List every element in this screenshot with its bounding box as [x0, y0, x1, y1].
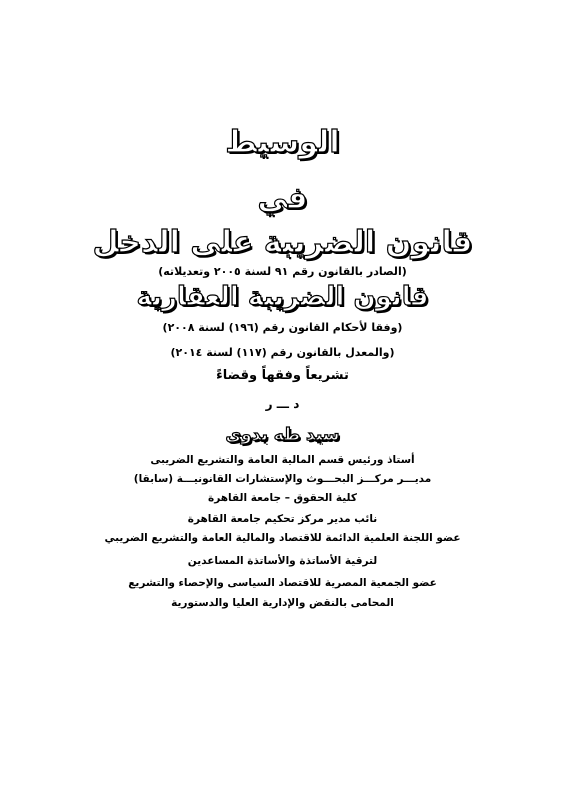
author-role: أستاذ ورئيس قسم المالية العامة والتشريع الضريبى: [150, 454, 415, 466]
author-role: كلية الحقوق – جامعة القاهرة: [208, 492, 357, 504]
author-degree-label: د ـــ ر: [265, 397, 300, 411]
author-role: عضو الجمعية المصرية للاقتصاد السياسى والإحصاء والتشريع: [128, 577, 437, 589]
author-role: المحامى بالنقض والإدارية العليا والدستورية: [171, 597, 394, 609]
title-preposition: في: [257, 181, 308, 216]
law-note-3: (والمعدل بالقانون رقم (١١٧) لسنة ٢٠١٤): [170, 346, 395, 359]
law-note-2: (وفقا لأحكام القانون رقم (١٩٦) لسنة ٢٠٠٨): [162, 321, 403, 334]
author-role: عضو اللجنة العلمية الدائمة للاقتصاد والمالية العامة والتشريع الضريبي: [104, 532, 461, 544]
book-title: الوسيط: [225, 125, 340, 160]
author-role: نائب مدير مركز تحكيم جامعة القاهرة: [187, 513, 378, 525]
law-title-2: قانون الضريبة العقارية: [136, 282, 429, 312]
author-role: مديـــر مركـــز البحـــوث والإستشارات القانونيـــة (سابقا): [133, 473, 432, 485]
subtitle: تشريعاً وفقهاً وقضاءً: [216, 368, 349, 383]
author-role: لترقية الأساتذة والأساتذة المساعدين: [187, 555, 378, 567]
law-note: (الصادر بالقانون رقم ٩١ لسنة ٢٠٠٥ وتعديلاته): [158, 265, 407, 278]
law-title: قانون الضريبة على الدخل: [92, 225, 473, 260]
author-name: سيد طه بدوى: [225, 425, 340, 445]
